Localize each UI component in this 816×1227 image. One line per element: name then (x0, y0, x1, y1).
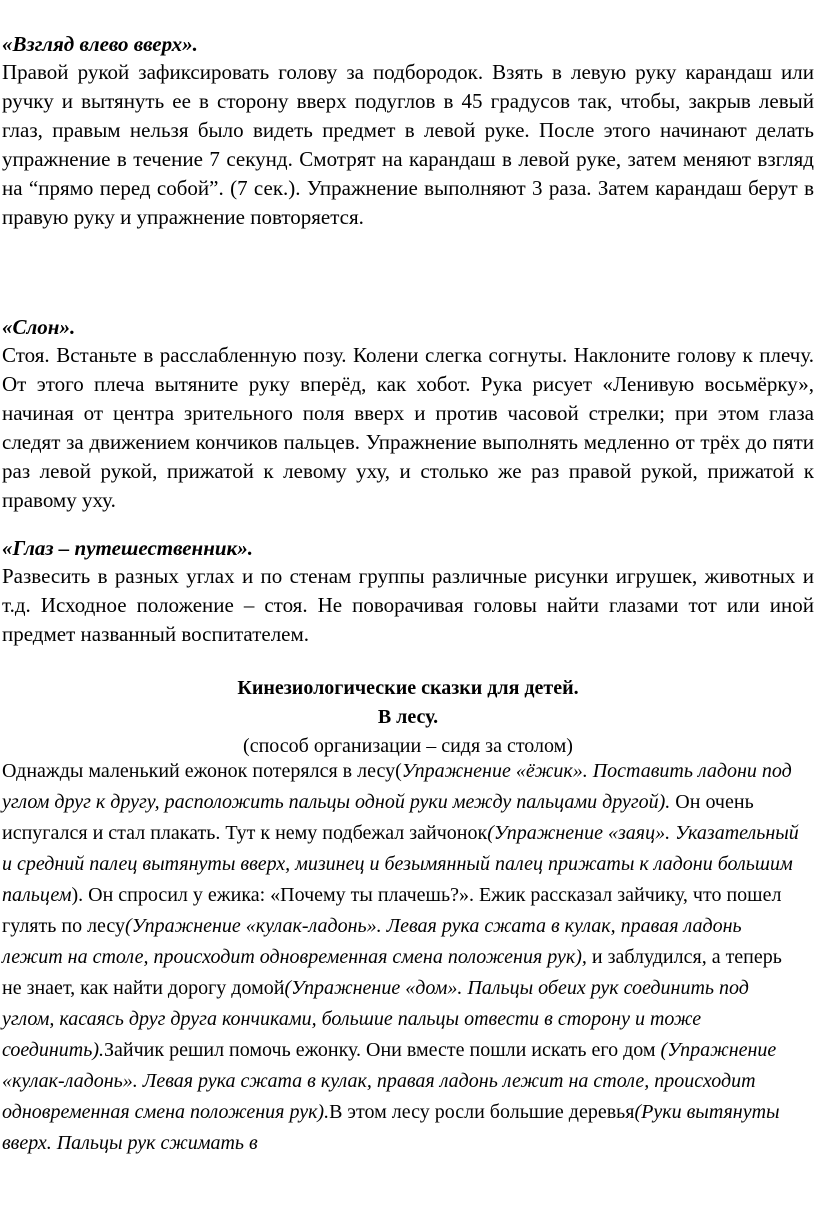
section-text: Развесить в разных углах и по стенам группы различные рисунки игрушек, животных и т.д. Исходное положение – стоя. Не поворачивая головы найти глазами тот или иной предмет названный воспитателем. (2, 564, 814, 646)
section-traveling-eye (0, 534, 816, 649)
story-paragraph (0, 756, 816, 1159)
story-text: Он очень испугался и стал плакать. Тут к нему подбежал зайчонок (2, 791, 754, 844)
tales-method: (способ организации – сидя за столом) (243, 735, 573, 757)
tales-header (0, 674, 816, 761)
section-heading: «Взгляд влево вверх». (2, 32, 198, 56)
section-heading: «Глаз – путешественник». (2, 536, 253, 560)
story-exercise: (Упражнение «заяц». Указательный и средний палец вытянуты вверх, мизинец и безымянный палец прижаты к ладони большим пальцем (2, 822, 799, 906)
section-text: Правой рукой зафиксировать голову за подбородок. Взять в левую руку карандаш или ручку и вытянуть ее в сторону вверх подуглов в 45 градусов так, чтобы, закрыв левый глаз, правым нельзя было видеть предмет в левой руке. После этого начинают делать упражнение в течение 7 секунд. Смотрят на карандаш в левой руке, затем меняют взгляд на “прямо перед собой”. (7 сек.). Упражнение выполняют 3 раза. Затем карандаш берут в правую руку и упражнение повторяется. (2, 60, 814, 229)
story-text: В этом лесу росли большие деревья (329, 1101, 635, 1123)
story-text: Зайчик решил помочь ежонку. Они вместе пошли искать его дом (104, 1039, 661, 1061)
story-exercise: (Руки вытянуты вверх. Пальцы рук сжимать в (2, 1101, 780, 1154)
tales-title: Кинезиологические сказки для детей. (237, 677, 579, 699)
story-exercise: (Упражнение «дом». Пальцы обеих рук соединить под углом, касаясь друг друга кончиками, большие пальцы отвести в сторону и тоже соединить). (2, 977, 749, 1061)
story-exercise: Упражнение «ёжик». Поставить ладони под углом друг к другу, расположить пальцы одной руки между пальцами другой). (2, 760, 792, 813)
story-text: и заблудился, а теперь не знает, как найти дорогу домой (2, 946, 782, 999)
story-text: Однажды маленький ежонок потерялся в лесу( (2, 760, 402, 782)
tales-subtitle: В лесу. (377, 706, 439, 728)
section-gaze-left-up (0, 30, 816, 232)
section-elephant (0, 313, 816, 515)
story-text: ). Он спросил у ежика: «Почему ты плачешь?». Ежик рассказал зайчику, что пошел гулять по лесу (2, 884, 782, 937)
section-heading: «Слон». (2, 315, 76, 339)
story-exercise: (Упражнение «кулак-ладонь». Левая рука сжата в кулак, правая ладонь лежит на столе, происходит одновременная смена положения рук). (2, 1039, 777, 1123)
story-exercise: (Упражнение «кулак-ладонь». Левая рука сжата в кулак, правая ладонь лежит на столе, происходит одновременная смена положения рук), (2, 915, 742, 968)
section-text: Стоя. Встаньте в расслабленную позу. Колени слегка согнуты. Наклоните голову к плечу. От этого плеча вытяните руку вперёд, как хобот. Рука рисует «Ленивую восьмёрку», начиная от центра зрительного поля вверх и против часовой стрелки; при этом глаза следят за движением кончиков пальцев. Упражнение выполнять медленно от трёх до пяти раз левой рукой, прижатой к левому уху, и столько же раз правой рукой, прижатой к правому уху. (2, 343, 814, 512)
tale-story (0, 756, 816, 1159)
